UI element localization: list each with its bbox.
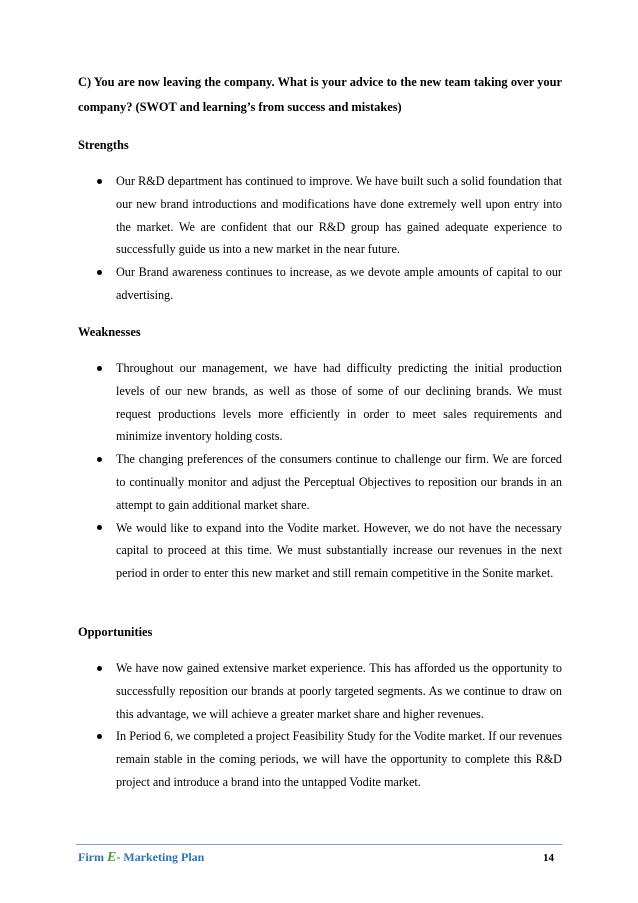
bullet-icon xyxy=(97,179,102,184)
bullet-icon xyxy=(97,270,102,275)
list-item xyxy=(78,170,562,261)
list-item xyxy=(78,357,562,448)
question-text: C) You are now leaving the company. What is your advice to the new team taking over your company? (SWOT and learning’s from success and mistakes) xyxy=(78,75,562,114)
footer-title xyxy=(78,850,204,866)
weaknesses-list xyxy=(78,357,562,585)
strengths-heading: Strengths xyxy=(78,138,129,152)
footer-firm-prefix: Firm xyxy=(78,850,107,864)
list-item-text: The changing preferences of the consumers continue to challenge our firm. We are forced to continually monitor and adjust the Perceptual Objectives to reposition our brands in an attempt to gain additional market share. xyxy=(116,452,562,512)
opportunities-list xyxy=(78,657,562,794)
list-item-text: In Period 6, we completed a project Feasibility Study for the Vodite market. If our revenues remain stable in the coming periods, we will have the opportunity to complete this R&D project and introduce a brand into the untapped Vodite market. xyxy=(116,729,562,789)
list-item-text: Throughout our management, we have had difficulty predicting the initial production levels of our new brands, as well as those of some of our declining brands. We must request productions levels more efficiently in order to meet sales requirements and minimize inventory holding costs. xyxy=(116,361,562,444)
list-item-text: Our Brand awareness continues to increase, as we devote ample amounts of capital to our advertising. xyxy=(116,265,562,302)
page-number: 14 xyxy=(543,852,554,864)
bullet-icon xyxy=(97,366,102,371)
bullet-icon xyxy=(97,666,102,671)
footer-firm-suffix: - Marketing Plan xyxy=(116,850,205,864)
list-item xyxy=(78,725,562,793)
weaknesses-heading: Weaknesses xyxy=(78,325,141,339)
bullet-icon xyxy=(97,457,102,462)
strengths-list xyxy=(78,170,562,307)
list-item-text: We have now gained extensive market experience. This has afforded us the opportunity to successfully reposition our brands at poorly targeted segments. As we continue to draw on this advantage, we will achieve a greater market share and higher revenues. xyxy=(116,661,562,721)
opportunities-heading: Opportunities xyxy=(78,625,153,639)
bullet-icon xyxy=(97,734,102,739)
bullet-icon xyxy=(97,525,102,530)
list-item xyxy=(78,261,562,307)
footer-divider xyxy=(76,844,562,845)
list-item xyxy=(78,448,562,516)
list-item xyxy=(78,517,562,585)
list-item xyxy=(78,657,562,725)
list-item-text: We would like to expand into the Vodite market. However, we do not have the necessary capital to proceed at this time. We must substantially increase our revenues in the next period in order to enter this new market and still remain competitive in the Sonite market. xyxy=(116,520,562,581)
list-item-text: Our R&D department has continued to improve. We have built such a solid foundation that our new brand introductions and modifications have done extremely well upon entry into the market. We are confident that our R&D group has gained adequate experience to successfully guide us into a new market in the near future. xyxy=(116,174,562,257)
footer-firm-letter: E xyxy=(107,850,117,865)
